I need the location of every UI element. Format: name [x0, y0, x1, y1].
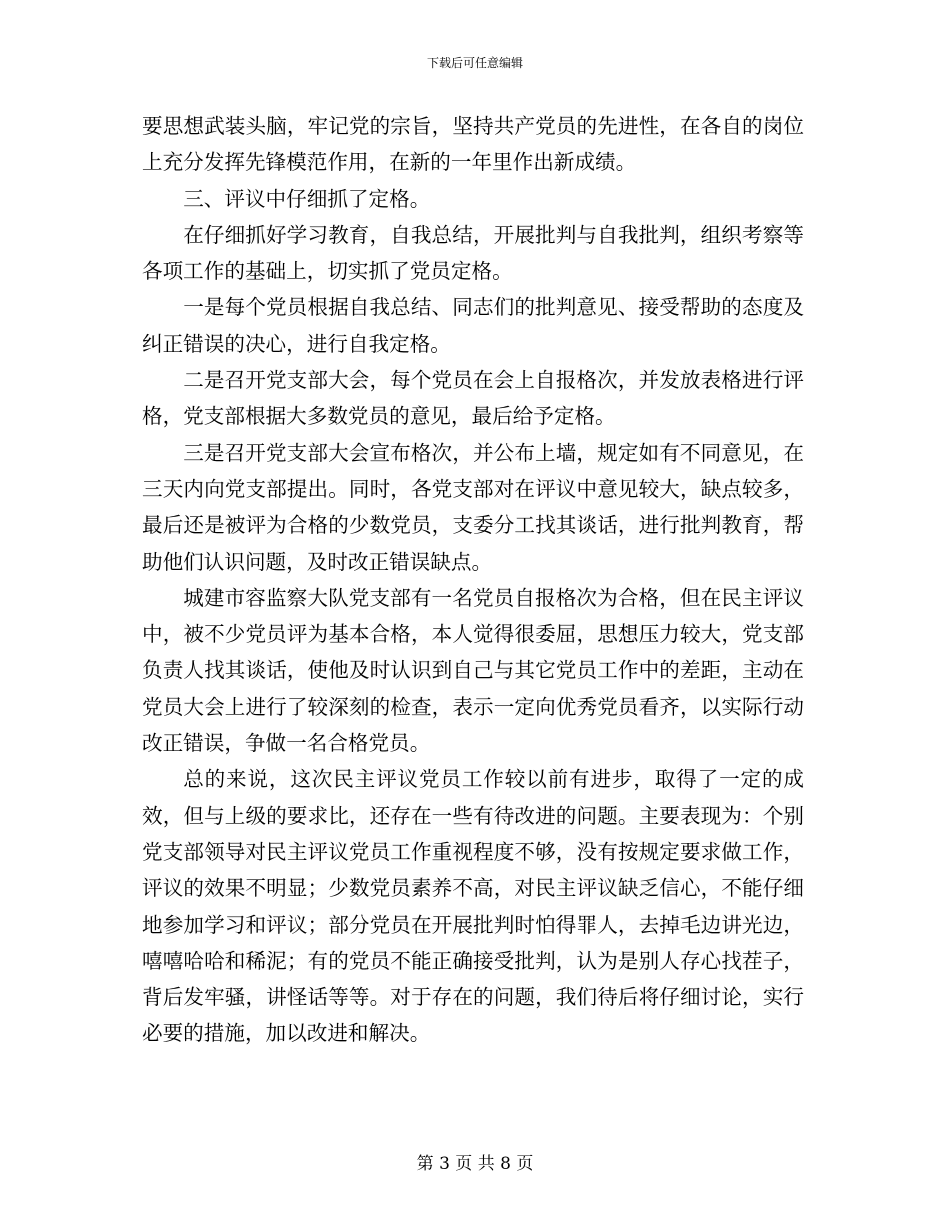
paragraph-3: 在仔细抓好学习教育，自我总结，开展批判与自我批判，组织考察等各项工作的基础上，切实抓了党员定格。	[142, 222, 804, 284]
paragraph-5: 二是召开党支部大会，每个党员在会上自报格次，并发放表格进行评格，党支部根据大多数党员的意见，最后给予定格。	[142, 368, 804, 429]
paragraph-6: 三是召开党支部大会宣布格次，并公布上墙，规定如有不同意见，在三天内向党支部提出。同时，各党支部对在评议中意见较大，缺点较多，最后还是被评为合格的少数党员，支委分工找其谈话，进行批判教育，帮助他们认识问题，及时改正错误缺点。	[142, 440, 804, 574]
paragraph-7: 城建市容监察大队党支部有一名党员自报格次为合格，但在民主评议中，被不少党员评为基本合格，本人觉得很委屈，思想压力较大，党支部负责人找其谈话，使他及时认识到自己与其它党员工作中的差距，主动在党员大会上进行了较深刻的检查，表示一定向优秀党员看齐，以实际行动改正错误，争做一名合格党员。	[142, 585, 804, 756]
page-footer: 第 3 页 共 8 页	[416, 1154, 534, 1174]
page-header: 下载后可任意编辑	[426, 56, 523, 70]
paragraph-4: 一是每个党员根据自我总结、同志们的批判意见、接受帮助的态度及纠正错误的决心，进行自我定格。	[142, 295, 804, 356]
paragraph-2-section-heading: 三、评议中仔细抓了定格。	[183, 186, 431, 211]
paragraph-8: 总的来说，这次民主评议党员工作较以前有进步，取得了一定的成效，但与上级的要求比，还存在一些有待改进的问题。主要表现为：个别党支部领导对民主评议党员工作重视程度不够，没有按规定要求做工作，评议的效果不明显；少数党员素养不高，对民主评议缺乏信心，不能仔细地参加学习和评议；部分党员在开展批判时怕得罪人，去掉毛边讲光边，嘻嘻哈哈和稀泥；有的党员不能正确接受批判，认为是别人存心找茬子，背后发牢骚，讲怪话等等。对于存在的问题，我们待后将仔细讨论，实行必要的措施，加以改进和解决。	[142, 767, 804, 1046]
document-body	[142, 108, 804, 1052]
paragraph-1: 要思想武装头脑，牢记党的宗旨，坚持共产党员的先进性，在各自的岗位上充分发挥先锋模范作用，在新的一年里作出新成绩。	[142, 114, 804, 175]
